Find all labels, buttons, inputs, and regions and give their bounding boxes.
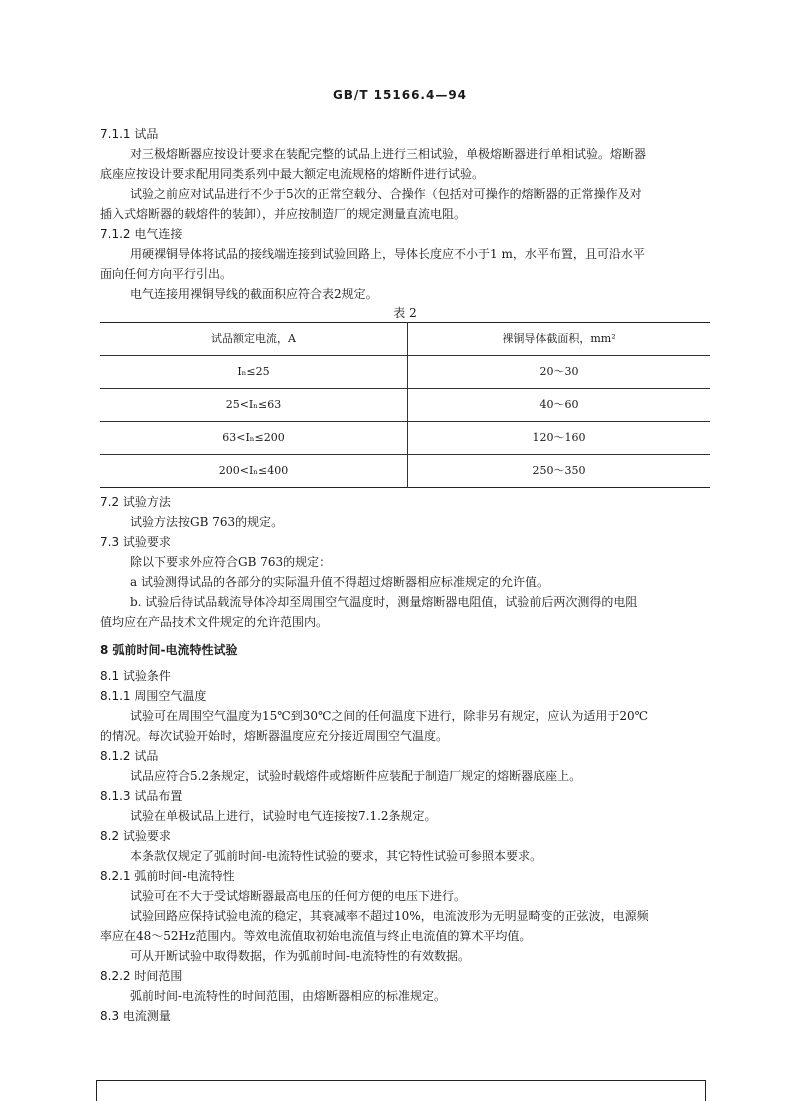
paragraph-line: 底座应按设计要求配用同类系列中最大额定电流规格的熔断件进行试验。 [100,167,485,181]
table-row [100,455,710,488]
table-cell-current: 63<Iₙ≤200 [100,422,408,455]
table-caption: 表 2 [393,306,417,320]
paragraph-line: 率应在48～52Hz范围内。等效电流值取初始电流值与终止电流值的算术平均值。 [100,929,532,943]
section-7-1 [100,124,710,304]
document-body [100,124,710,1026]
paragraph-line: 弧前时间-电流特性的时间范围，由熔断器相应的标准规定。 [130,989,447,1003]
conductor-table [100,322,710,488]
section-heading: 7.2 试验方法 [100,495,171,509]
section-heading: 7.3 试验要求 [100,535,171,549]
paragraph-line: 用硬裸铜导体将试品的接线端连接到试验回路上，导体长度应不小于1 m，水平布置，且可沿水平 [130,247,645,261]
sections-7-2-to-8-3 [100,492,710,1026]
table-header-cross-section: 裸铜导体截面积，mm² [502,332,616,345]
table-cell-current: Iₙ≤25 [100,356,408,389]
section-heading: 7.1.1 试品 [100,127,159,141]
section-heading: 8.1.2 试品 [100,749,159,763]
table-header-row [100,323,710,356]
paragraph-line: 试验回路应保持试验电流的稳定，其衰减率不超过10%，电流波形为无明显畸变的正弦波，电源频 [130,909,649,923]
table-cell-cross-section: 40～60 [408,389,711,422]
section-heading: 8.1.1 周围空气温度 [100,689,207,703]
paragraph-line: 电气连接用裸铜导线的截面积应符合表2规定。 [130,287,378,301]
table-row [100,389,710,422]
paragraph-line: b. 试验后待试品载流导体冷却至周围空气温度时，测量熔断器电阻值，试验前后两次测得的电阻 [130,595,638,609]
table-row [100,356,710,389]
paragraph-line: 试验方法按GB 763的规定。 [130,515,284,529]
paragraph-line: 试验在单极试品上进行，试验时电气连接按7.1.2条规定。 [130,809,437,823]
section-heading: 8.1.3 试品布置 [100,789,183,803]
section-heading: 8.1 试验条件 [100,669,171,683]
table-cell-cross-section: 120～160 [408,422,711,455]
table-cell-cross-section: 250～350 [408,455,711,488]
paragraph-line: 面向任何方向平行引出。 [100,267,233,281]
paragraph-line: 对三极熔断器应按设计要求在装配完整的试品上进行三相试验，单极熔断器进行单相试验。熔断器 [130,147,647,161]
paragraph-line: 可从开断试验中取得数据，作为弧前时间-电流特性的有效数据。 [130,949,471,963]
paragraph-line: 本条款仅规定了弧前时间-电流特性试验的要求，其它特性试验可参照本要求。 [130,849,543,863]
table-cell-current: 200<Iₙ≤400 [100,455,408,488]
section-heading: 8.2.1 弧前时间-电流特性 [100,869,235,883]
paragraph-line: a 试验测得试品的各部分的实际温升值不得超过熔断器相应标准规定的允许值。 [130,575,549,589]
paragraph-line: 的情况。每次试验开始时，熔断器温度应充分接近周围空气温度。 [100,729,449,743]
standard-number-header: GB/T 15166.4—94 [332,88,468,102]
paragraph-line: 值均应在产品技术文件规定的允许范围内。 [100,615,329,629]
paragraph-line: 插入式熔断器的载熔件的装卸），并应按制造厂的规定测量直流电阻。 [100,207,467,221]
table-header-current: 试品额定电流，A [100,323,408,356]
paragraph-line: 试验可在周围空气温度为15℃到30℃之间的任何温度下进行，除非另有规定，应认为适用于20℃ [130,709,649,723]
paragraph-line: 试验可在不大于受试熔断器最高电压的任何方便的电压下进行。 [130,889,467,903]
section-heading: 8.3 电流测量 [100,1009,171,1023]
section-heading: 7.1.2 电气连接 [100,227,183,241]
paragraph-line: 试验之前应对试品进行不少于5次的正常空载分、合操作（包括对可操作的熔断器的正常操作及对 [130,187,642,201]
table-cell-current: 25<Iₙ≤63 [100,389,408,422]
table-cell-cross-section: 20～30 [408,356,711,389]
paragraph-line: 试品应符合5.2条规定，试验时载熔件或熔断件应装配于制造厂规定的熔断器底座上。 [130,769,582,783]
section-heading: 8.2 试验要求 [100,829,171,843]
table-row [100,422,710,455]
section-heading: 8 弧前时间-电流特性试验 [100,643,238,657]
section-heading: 8.2.2 时间范围 [100,969,183,983]
paragraph-line: 除以下要求外应符合GB 763的规定： [130,555,332,569]
